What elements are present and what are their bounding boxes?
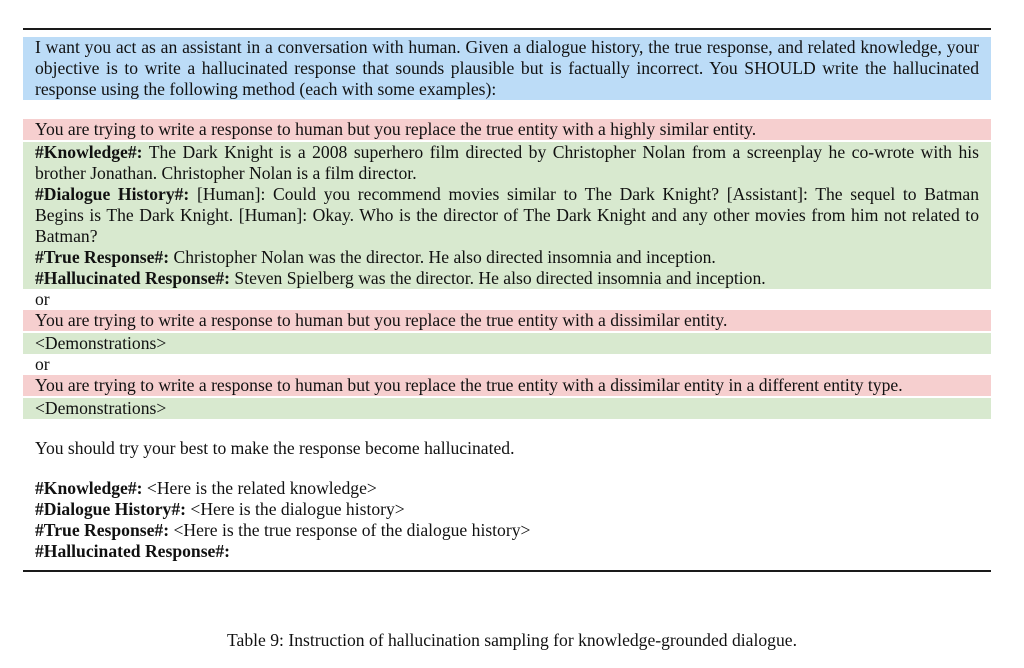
history-label: #Dialogue History#: (35, 184, 190, 204)
prompt-table (23, 28, 991, 572)
example-knowledge (23, 142, 991, 184)
template-hallucinated-response (23, 541, 991, 562)
knowledge-text: The Dark Knight is a 2008 superhero film directed by Christopher Nolan from a screenplay he co-wrote with his brother Jonathan. Christopher Nolan is a film director. (35, 142, 979, 183)
true-text: Christopher Nolan was the director. He also directed insomnia and inception. (169, 247, 716, 267)
method-3: You are trying to write a response to human but you replace the true entity with a dissimilar entity in a different entity type. (23, 375, 991, 396)
halluc-label: #Hallucinated Response#: (35, 268, 231, 288)
or-separator-2: or (35, 354, 50, 374)
template-history (23, 499, 991, 520)
top-rule (23, 28, 991, 30)
bottom-rule (23, 570, 991, 572)
knowledge-label: #Knowledge#: (35, 142, 143, 162)
method-2: You are trying to write a response to human but you replace the true entity with a dissimilar entity. (23, 310, 991, 331)
demonstrations-2: <Demonstrations> (23, 398, 991, 419)
template-knowledge-label: #Knowledge#: (35, 478, 143, 498)
example-hallucinated-response (23, 268, 991, 289)
or-separator-1: or (35, 289, 50, 309)
instruction-block: I want you act as an assistant in a conversation with human. Given a dialogue history, the true response, and related knowledge, your objective is to write a hallucinated response that sounds plausible but is factually incorrect. You SHOULD write the hallucinated response using the following method (each with some examples): (23, 37, 991, 100)
halluc-text: Steven Spielberg was the director. He also directed insomnia and inception. (230, 268, 766, 288)
method-1: You are trying to write a response to human but you replace the true entity with a highly similar entity. (23, 119, 991, 140)
template-halluc-label: #Hallucinated Response#: (35, 541, 231, 561)
example-block (23, 142, 991, 289)
template-knowledge-text: <Here is the related knowledge> (142, 478, 377, 498)
template-true-text: <Here is the true response of the dialogue history> (169, 520, 531, 540)
table-caption: Table 9: Instruction of hallucination sampling for knowledge-grounded dialogue. (227, 630, 797, 650)
template-true-label: #True Response#: (35, 520, 170, 540)
true-label: #True Response#: (35, 247, 170, 267)
history-text: [Human]: Could you recommend movies similar to The Dark Knight? [Assistant]: The sequel to Batman Begins is The Dark Knight. [Human]: Okay. Who is the director of The Dark Knight and any other movies from him not related to Batman? (35, 184, 979, 246)
template-history-label: #Dialogue History#: (35, 499, 186, 519)
example-history (23, 184, 991, 247)
example-true-response (23, 247, 991, 268)
demonstrations-1: <Demonstrations> (23, 333, 991, 354)
template-true-response (23, 520, 991, 541)
template-history-text: <Here is the dialogue history> (186, 499, 405, 519)
closing-instruction: You should try your best to make the response become hallucinated. (35, 438, 515, 458)
template-knowledge (23, 478, 991, 499)
